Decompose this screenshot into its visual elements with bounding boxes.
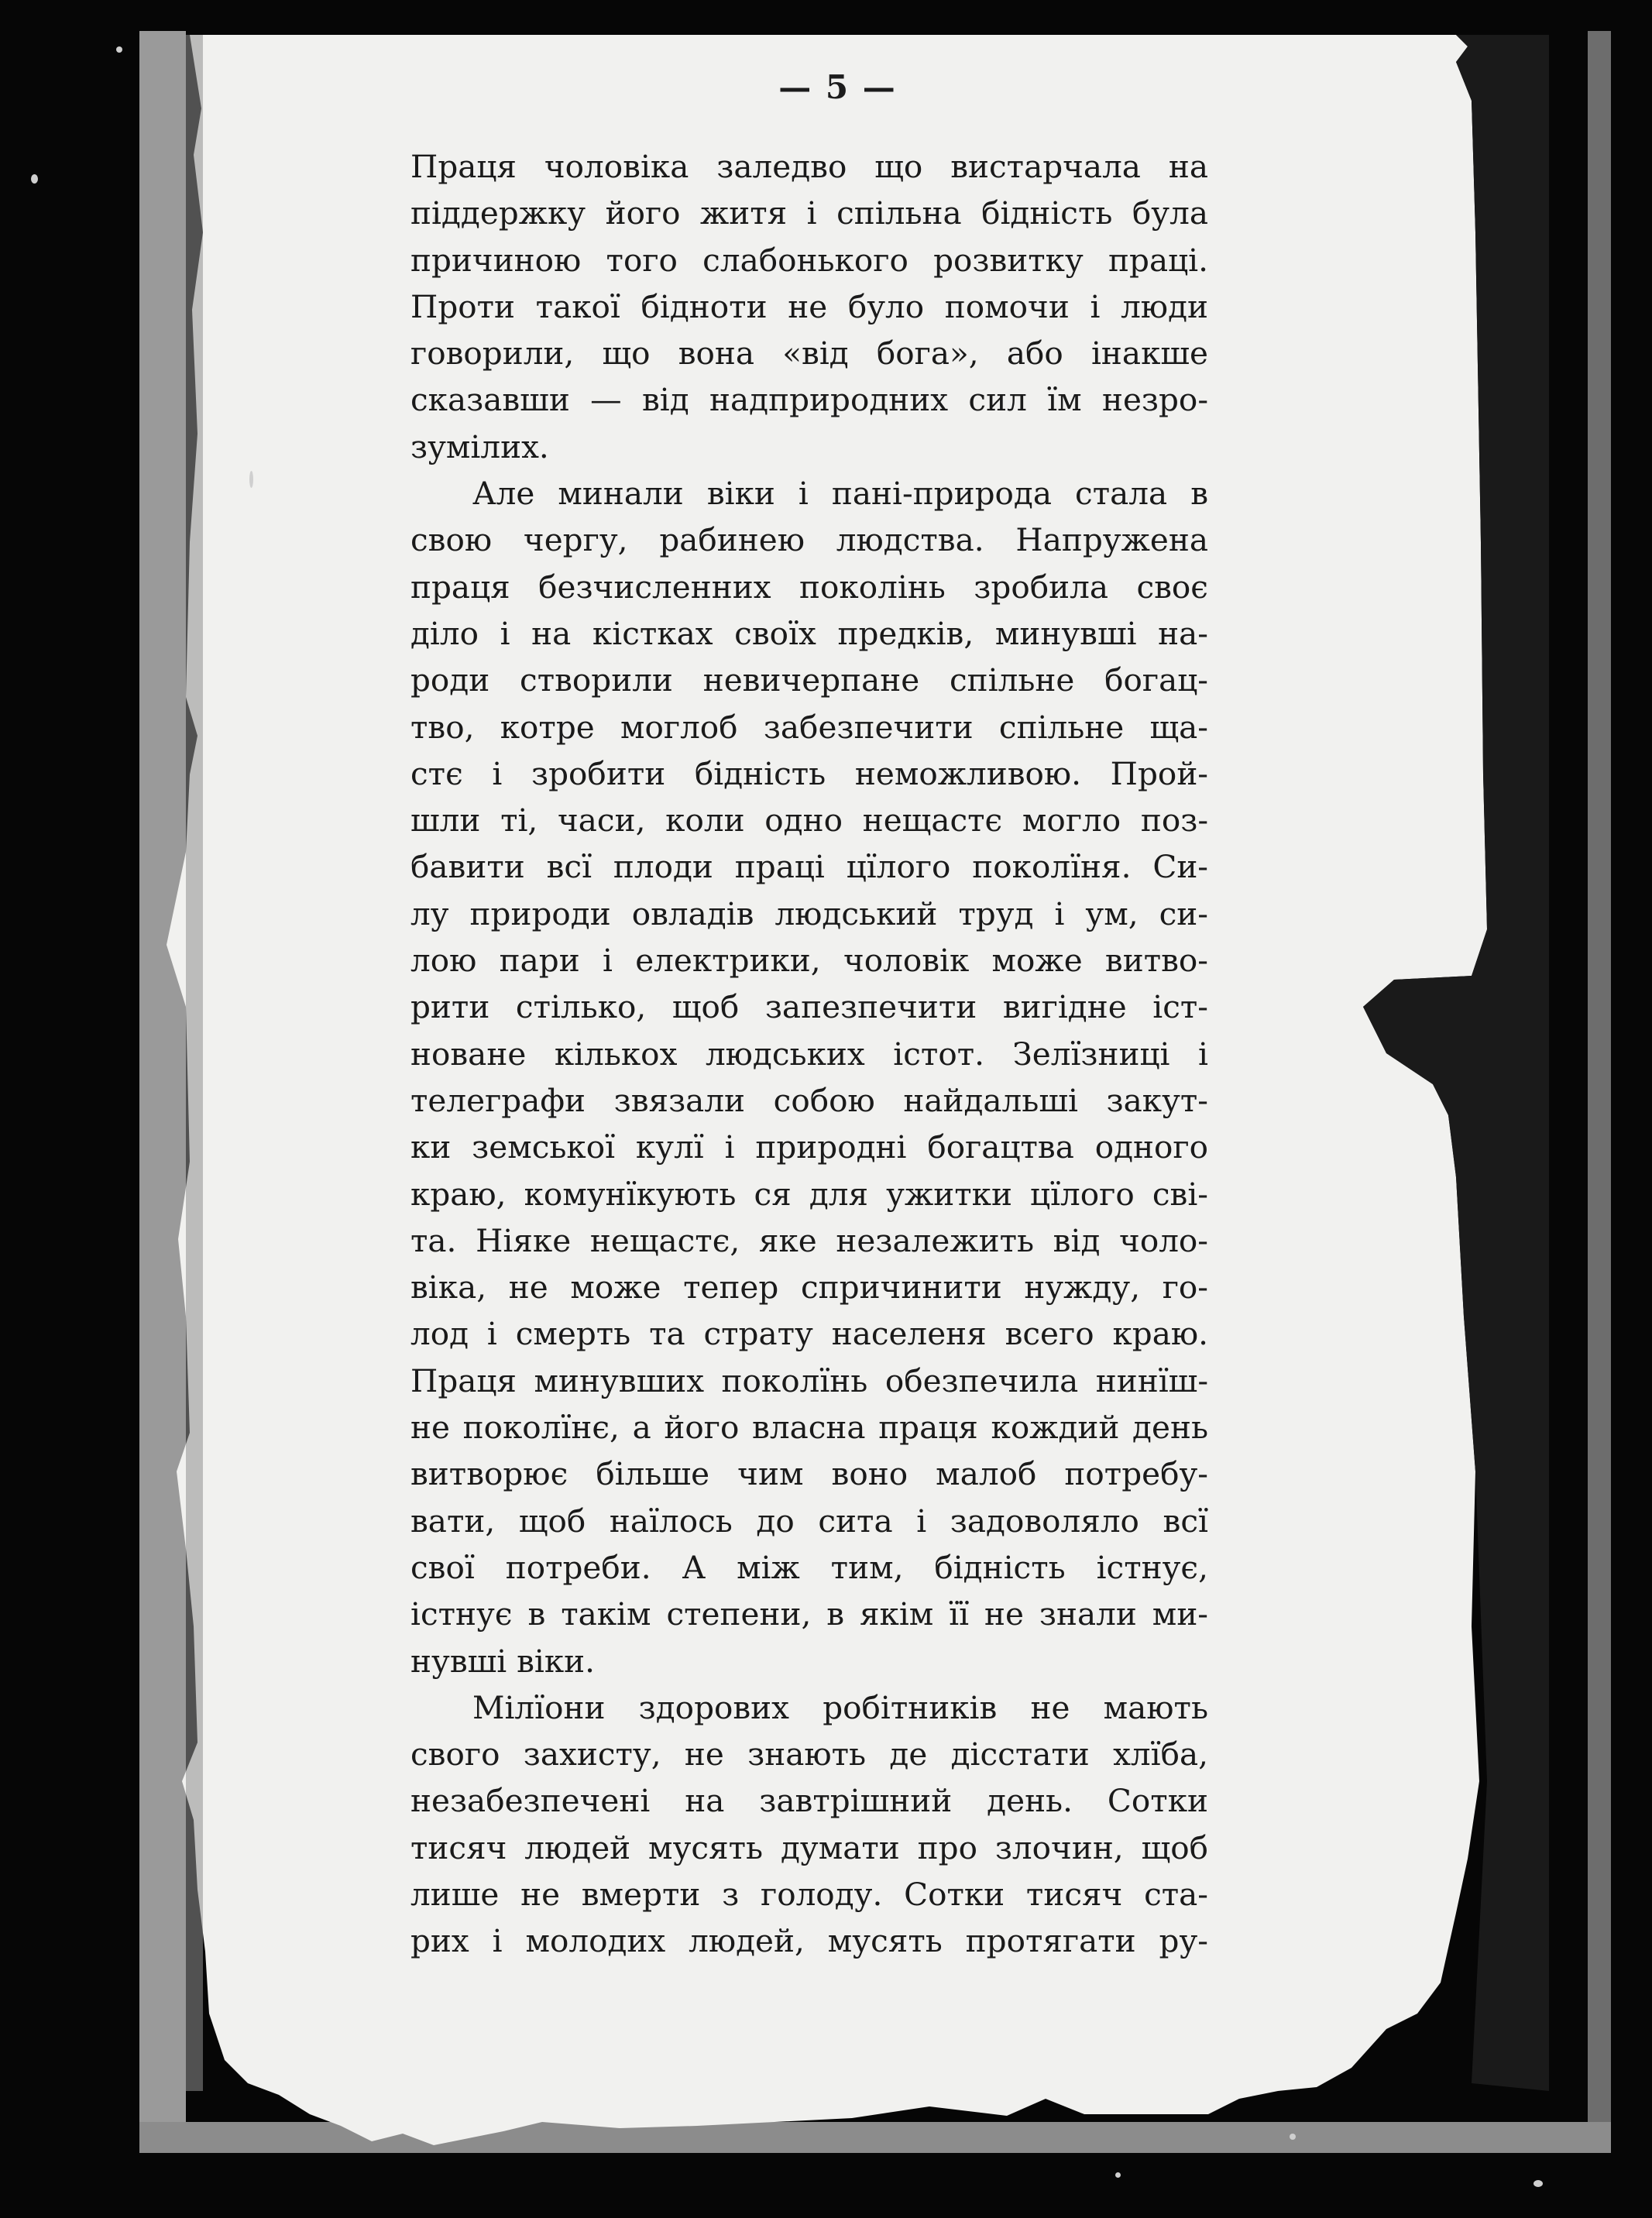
text-line: не поколїнє, а його власна праця кождий день: [410, 1409, 1208, 1447]
text-line: краю, комунїкують ся для ужитки цїлого сві-: [410, 1175, 1208, 1213]
text-line: зумілих.: [410, 427, 549, 465]
dust-speck: [1290, 2134, 1296, 2140]
text-line: істнує в такім степени, в якім її не знали ми-: [410, 1595, 1208, 1633]
dust-speck: [1115, 2172, 1121, 2178]
text-line: причиною того слабонького розвитку праці.: [410, 241, 1208, 279]
text-line: сказавши — від надприродних сил їм незро-: [410, 381, 1208, 419]
text-line: нувші віки.: [410, 1642, 596, 1680]
text-line: Праця минувших поколїнь обезпечила нинїш-: [410, 1361, 1208, 1399]
text-line: свою чергу, рабинею людства. Напружена: [410, 521, 1208, 559]
text-line: стє і зробити бідність неможливою. Прой-: [410, 754, 1208, 792]
text-line: лише не вмерти з голоду. Сотки тисяч ста-: [410, 1875, 1208, 1913]
text-line: свої потреби. А між тим, бідність істнує,: [410, 1548, 1208, 1586]
text-line: лод і смерть та страту населеня всего краю.: [410, 1315, 1208, 1353]
text-line: вати, щоб наїлось до сита і задоволяло всї: [410, 1502, 1208, 1540]
text-line: праця безчисленних поколінь зробила своє: [410, 568, 1208, 606]
text-line: діло і на кістках своїх предків, минувші на-: [410, 614, 1208, 652]
text-line: тво, котре моглоб забезпечити спільне ща-: [410, 708, 1208, 746]
dust-speck: [1534, 2180, 1543, 2187]
text-line: Мілїони здорових робітників не мають: [472, 1688, 1208, 1726]
text-line: Але минали віки і пані-природа стала в: [472, 475, 1208, 513]
text-line: телеграфи звязали собою найдальші закут-: [410, 1081, 1208, 1119]
text-line: піддержку його житя і спільна бідність була: [410, 194, 1208, 232]
text-line: бавити всї плоди праці цїлого поколїня. Си-: [410, 848, 1208, 886]
text-line: лу природи овладів людський труд і ум, си-: [410, 894, 1208, 932]
text-line: рити стілько, щоб запезпечити вигідне іст-: [410, 988, 1208, 1026]
text-line: говорили, що вона «від бога», або інакше: [410, 335, 1208, 373]
page-number: — 5 —: [778, 68, 897, 106]
text-line: лою пари і електрики, чоловік може витво-: [410, 942, 1208, 980]
book-spine-shadow: [186, 35, 203, 2091]
dust-speck: [116, 46, 122, 53]
dust-speck: [31, 174, 38, 184]
text-line: ки земської кулї і природні богацтва одного: [410, 1128, 1208, 1166]
text-line: та. Ніяке нещастє, яке незалежить від чоло-: [410, 1221, 1208, 1259]
text-line: витворює більше чим воно малоб потребу-: [410, 1455, 1208, 1493]
text-line: незабезпечені на завтрішний день. Сотки: [410, 1782, 1208, 1820]
text-line: рих і молодих людей, мусять протягати ру-: [410, 1922, 1208, 1960]
text-line: віка, не може тепер спричинити нужду, го-: [410, 1269, 1208, 1306]
text-line: свого захисту, не знають де діcстати хлїба,: [410, 1736, 1208, 1773]
text-line: роди створили невичерпане спільне богац-: [410, 661, 1208, 699]
text-line: шли ті, часи, коли одно нещастє могло поз-: [410, 802, 1208, 839]
text-line: Проти такої бідноти не було помочи і люди: [410, 287, 1208, 325]
text-line: новане кількох людських істот. Зелїзниці і: [410, 1035, 1208, 1073]
body-text: [410, 143, 1208, 1965]
text-line: тисяч людей мусять думати про злочин, щоб: [410, 1828, 1208, 1866]
dust-speck: [249, 471, 253, 488]
text-line: Праця чоловіка заледво що вистарчала на: [410, 148, 1208, 185]
